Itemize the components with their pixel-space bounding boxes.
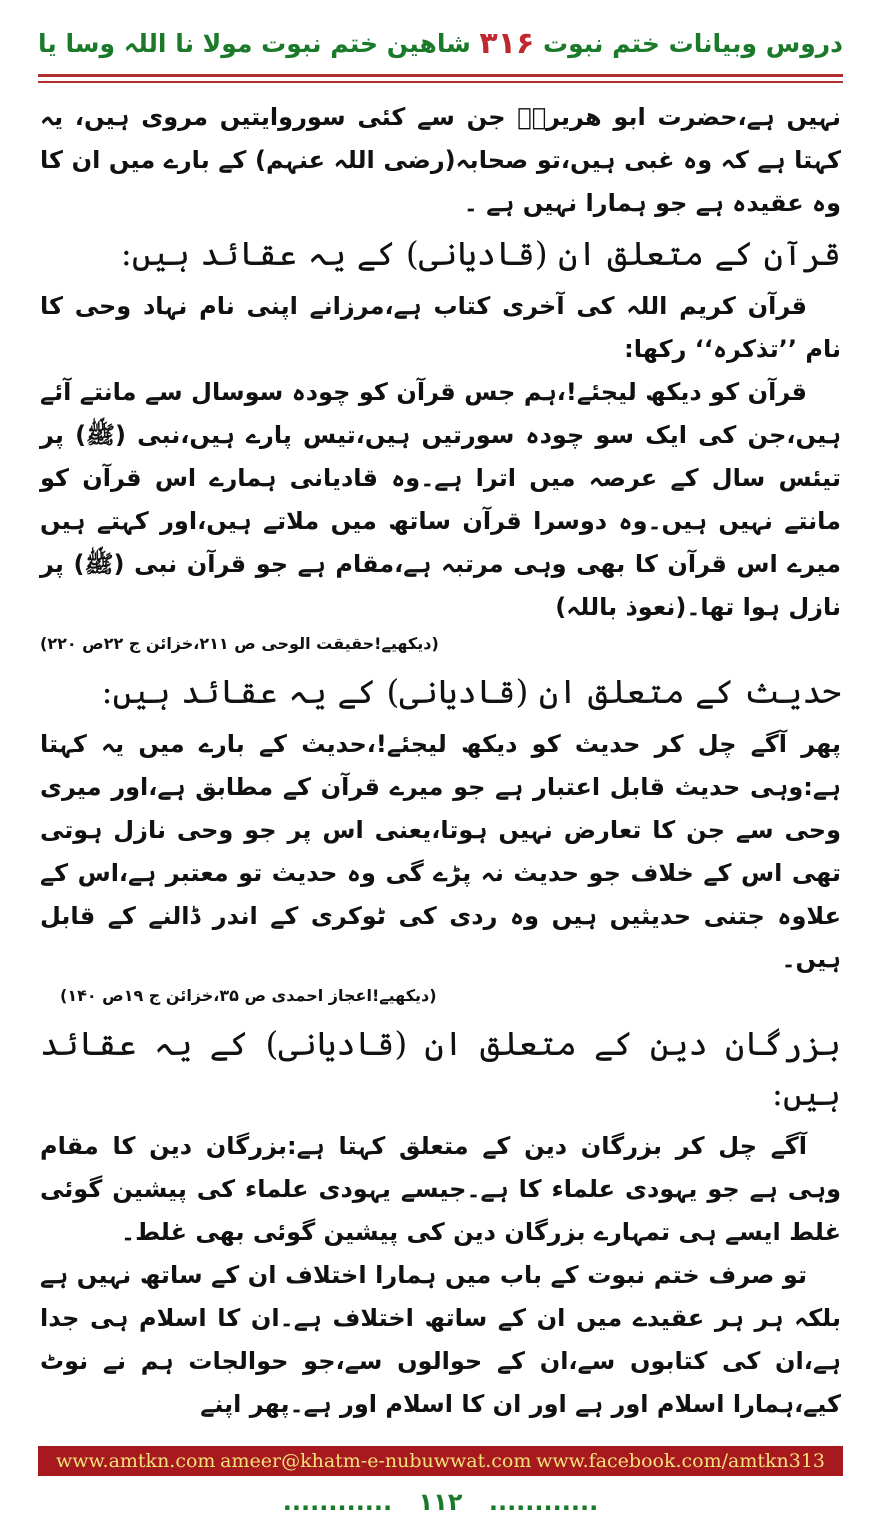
heading-quran: قرآن کے متعلق ان (قادیانی) کے یہ عقائد ہیں:	[120, 234, 841, 273]
paragraph-2: قرآن کریم اللہ کی آخری کتاب ہے،مرزانے اپنی نام نہاد وحی کا نام ’’تذکرہ‘‘ رکھا:	[40, 292, 841, 363]
footer-contact-bar	[38, 1446, 843, 1476]
heading-hadith: حدیث کے متعلق ان (قادیانی) کے یہ عقائد ہیں:	[101, 672, 841, 711]
page-number: ۱۱۲	[418, 1488, 463, 1516]
page-content	[40, 96, 841, 1426]
footer-facebook-link[interactable]: www.facebook.com/amtkn313	[536, 1450, 825, 1472]
footer-page-number	[0, 1488, 881, 1516]
paragraph-5: آگے چل کر بزرگان دین کے متعلق کہتا ہے:بزرگان دین کا مقام وہی ہے جو یہودی علماء کا ہے۔جیسے یہودی علماء کی پیشین گوئی غلط ایسے ہی تمہارے بزرگان دین کی پیشین گوئی بھی غلط۔	[40, 1132, 841, 1246]
header-rule-bottom	[38, 81, 843, 83]
header-rule-top	[38, 74, 843, 77]
header-page-number: ۳۱۶	[479, 25, 535, 61]
paragraph-3: قرآن کو دیکھ لیجئے!،ہم جس قرآن کو چودہ سوسال سے مانتے آئے ہیں،جن کی ایک سو چودہ سورتیں ہیں،تیس پارے ہیں،نبی (ﷺ) پر تیئس سال کے عرصہ میں اترا ہے۔وہ قادیانی ہمارے اس قرآن کو مانتے نہیں ہیں۔وہ دوسرا قرآن ساتھ میں ملاتے ہیں،اور کہتے ہیں میرے اس قرآن کا بھی وہی مرتبہ ہے،مقام ہے جو قرآن نبی (ﷺ) پر نازل ہوا تھا۔(نعوذ باللہ)	[40, 378, 841, 621]
book-title: دروس وبیانات ختم نبوت	[542, 28, 843, 58]
footer-email-link[interactable]: ameer@khatm-e-nubuwwat.com	[220, 1450, 532, 1472]
heading-buzurgan: بزرگان دین کے متعلق ان (قادیانی) کے یہ عقائد ہیں:	[40, 1024, 841, 1113]
dots-right: ............	[488, 1488, 599, 1516]
reference-1: (دیکھیے!حقیقت الوحی ص ۲۱۱،خزائن ج ۲۲ص ۲۲۰)	[40, 634, 439, 653]
page-header	[38, 18, 843, 68]
dots-left: ............	[282, 1488, 393, 1516]
footer-website-link[interactable]: www.amtkn.com	[56, 1450, 216, 1472]
paragraph-6: تو صرف ختم نبوت کے باب میں ہمارا اختلاف ان کے ساتھ نہیں ہے بلکہ ہر ہر عقیدے میں ان کے ساتھ اختلاف ہے۔ان کا اسلام ہی جدا ہے،ان کی کتابوں سے،ان کے حوالوں سے،جو حوالجات ہم نے نوٹ کیے،ہمارا اسلام اور ہے اور ان کا اسلام اور ہے۔پھر اپنے	[40, 1261, 841, 1418]
paragraph-4: پھر آگے چل کر حدیث کو دیکھ لیجئے!،حدیث کے بارے میں یہ کہتا ہے:وہی حدیث قابل اعتبار ہے جو میرے قرآن کے مطابق ہے،اور میری وحی سے جن کا تعارض نہیں ہوتا،یعنی اس پر جو وحی نازل ہوتی تھی اس کے خلاف جو حدیث نہ پڑے گی وہ حدیث تو معتبر ہے،اس کے علاوہ جتنی حدیثیں ہیں وہ ردی کی ٹوکری کے اندر ڈالنے کے قابل ہیں۔	[40, 730, 841, 973]
reference-2: (دیکھیے!اعجاز احمدی ص ۳۵،خزائن ج ۱۹ص ۱۴۰)	[60, 986, 437, 1005]
author-title: شاھین ختم نبوت مولا نا اللہ وسا یا	[38, 28, 471, 58]
paragraph-1: نہیں ہے،حضرت ابو ھریرہؓ جن سے کئی سوروایتیں مروی ہیں، یہ کہتا ہے کہ وہ غبی ہیں،تو صحابہ(رضی اللہ عنہم) کے بارے میں ان کا وہ عقیدہ ہے جو ہمارا نہیں ہے ۔	[40, 103, 841, 217]
